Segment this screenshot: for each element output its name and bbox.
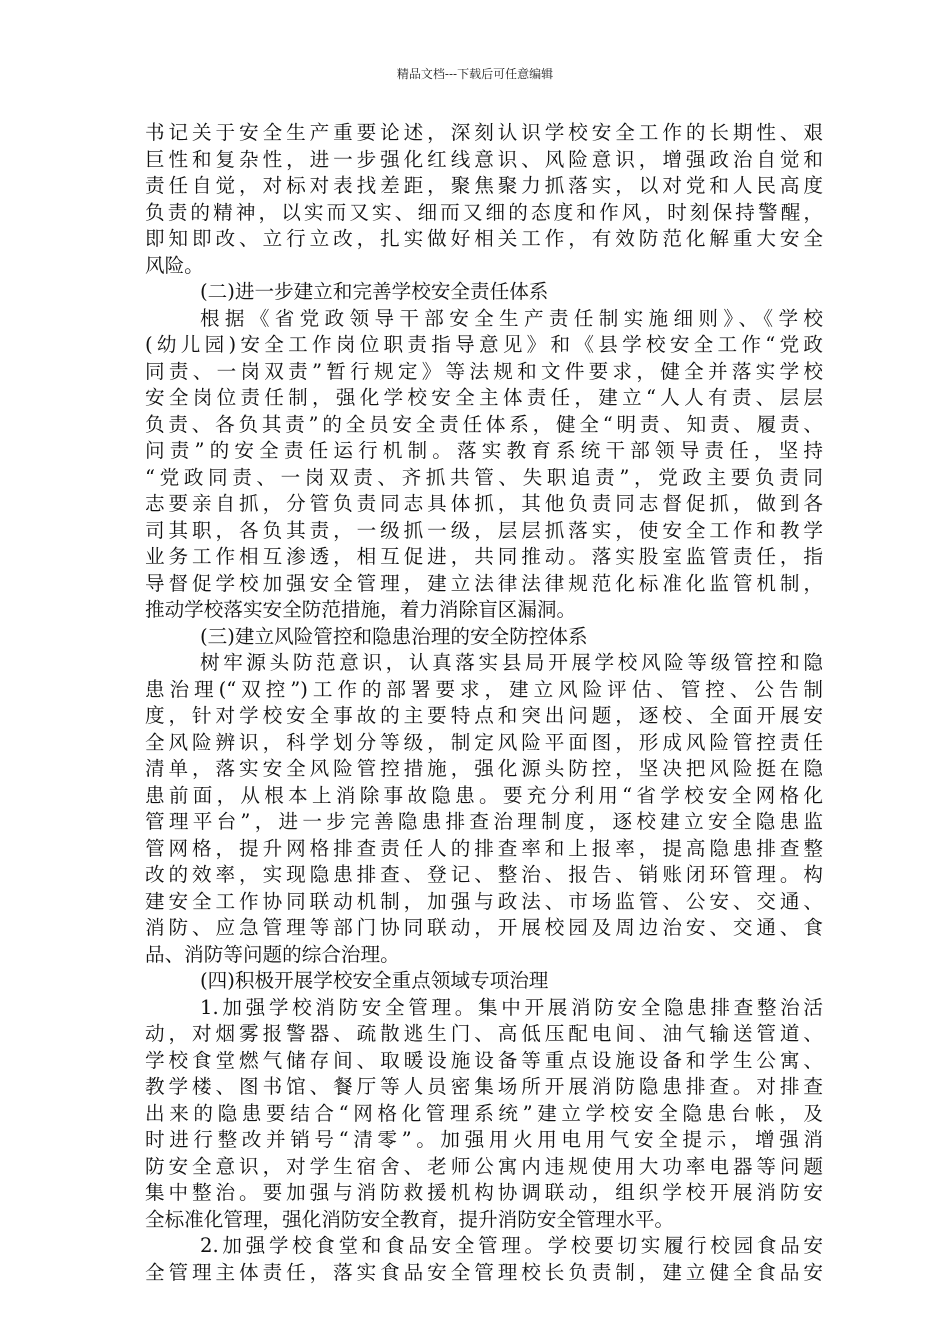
- paragraph-line: 书记关于安全生产重要论述，深刻认识学校安全工作的长期性、艰: [145, 121, 823, 144]
- section-heading: (四)积极开展学校安全重点领域专项治理: [200, 969, 549, 992]
- paragraph-line: 管网格，提升网格排查责任人的排查率和上报率，提高隐患排查整: [145, 836, 823, 860]
- paragraph-line: 责任自觉，对标对表找差距，聚焦聚力抓落实，以对党和人民高度: [145, 174, 823, 197]
- paragraph-line: 负责的精神，以实而又实、细而又细的态度和作风，时刻保持警醒，: [145, 200, 823, 224]
- paragraph-line: 集中整治。要加强与消防救援机构协调联动，组织学校开展消防安: [145, 1181, 823, 1204]
- paragraph-line: 患前面，从根本上消除事故隐患。要充分利用“省学校安全网格化: [145, 783, 823, 807]
- paragraph-line: 动，对烟雾报警器、疏散逃生门、高低压配电间、油气输送管道、: [145, 1022, 823, 1045]
- paragraph-line: 负责、各负其责”的全员安全责任体系，健全“明责、知责、履责、: [145, 412, 823, 436]
- paragraph-line: 树牢源头防范意识，认真落实县局开展学校风险等级管控和隐: [200, 651, 823, 674]
- paragraph-line: 建安全工作协同联动机制，加强与政法、市场监管、公安、交通、: [145, 889, 823, 913]
- paragraph-line: 业务工作相互渗透，相互促进，共同推动。落实股室监管责任，指: [145, 545, 823, 568]
- paragraph-line: 全风险辨识，科学划分等级，制定风险平面图，形成风险管控责任: [145, 730, 823, 754]
- paragraph-line: 清单，落实安全风险管控措施，强化源头防控，坚决把风险挺在隐: [145, 757, 823, 780]
- paragraph-line: 度，针对学校安全事故的主要特点和突出问题，逐校、全面开展安: [145, 704, 823, 727]
- paragraph-line: 安全岗位责任制，强化学校安全主体责任，建立“人人有责、层层: [145, 386, 823, 409]
- paragraph-line: 时进行整改并销号“清零”。加强用火用电用气安全提示，增强消: [145, 1128, 823, 1151]
- paragraph-line: 司其职，各负其责，一级抓一级，层层抓落实，使安全工作和教学: [145, 518, 823, 542]
- section-heading: (二)进一步建立和完善学校安全责任体系: [200, 280, 549, 303]
- paragraph-line: 品、消防等问题的综合治理。: [145, 942, 400, 966]
- paragraph-line: 风险。: [145, 253, 204, 277]
- paragraph-line: 推动学校落实安全防范措施，着力消除盲区漏洞。: [145, 598, 577, 621]
- paragraph-line: 学校食堂燃气储存间、取暖设施设备等重点设施设备和学生公寓、: [145, 1048, 823, 1072]
- paragraph-line: 全管理主体责任，落实食品安全管理校长负责制，建立健全食品安: [145, 1260, 823, 1284]
- paragraph-line: 1.加强学校消防安全管理。集中开展消防安全隐患排查整治活: [200, 995, 823, 1019]
- document-body: [145, 120, 823, 1286]
- paragraph-line: (幼儿园)安全工作岗位职责指导意见》和《县学校安全工作“党政: [145, 333, 823, 356]
- paragraph-line: 教学楼、图书馆、餐厅等人员密集场所开展消防隐患排查。对排查: [145, 1075, 823, 1098]
- paragraph-line: 2.加强学校食堂和食品安全管理。学校要切实履行校园食品安: [200, 1234, 823, 1257]
- section-heading: (三)建立风险管控和隐患治理的安全防控体系: [200, 624, 588, 648]
- paragraph-line: 巨性和复杂性，进一步强化红线意识、风险意识，增强政治自觉和: [145, 147, 823, 171]
- paragraph-line: 志要亲自抓，分管负责同志具体抓，其他负责同志督促抓，做到各: [145, 492, 823, 515]
- paragraph-line: 同责、一岗双责”暂行规定》等法规和文件要求，健全并落实学校: [145, 359, 823, 383]
- page-header: 精品文档---下载后可任意编辑: [396, 67, 554, 81]
- paragraph-line: 全标准化管理，强化消防安全教育，提升消防安全管理水平。: [145, 1207, 675, 1231]
- paragraph-line: 即知即改、立行立改，扎实做好相关工作，有效防范化解重大安全: [145, 227, 823, 250]
- paragraph-line: 根据《省党政领导干部安全生产责任制实施细则》、《学校: [200, 306, 823, 330]
- paragraph-line: 防安全意识，对学生宿舍、老师公寓内违规使用大功率电器等问题: [145, 1154, 823, 1178]
- paragraph-line: 管理平台”，进一步完善隐患排查治理制度，逐校建立安全隐患监: [145, 810, 823, 833]
- paragraph-line: 改的效率，实现隐患排查、登记、整治、报告、销账闭环管理。构: [145, 863, 823, 886]
- paragraph-line: 患治理(“双控”)工作的部署要求，建立风险评估、管控、公告制: [145, 677, 823, 701]
- paragraph-line: 出来的隐患要结合“网格化管理系统”建立学校安全隐患台帐，及: [145, 1101, 823, 1125]
- paragraph-line: 导督促学校加强安全管理，建立法律法律规范化标准化监管机制，: [145, 571, 823, 595]
- paragraph-line: 消防、应急管理等部门协同联动，开展校园及周边治安、交通、食: [145, 916, 823, 939]
- paragraph-line: “党政同责、一岗双责、齐抓共管、失职追责”，党政主要负责同: [145, 465, 823, 489]
- paragraph-line: 问责”的安全责任运行机制。落实教育系统干部领导责任，坚持: [145, 439, 823, 462]
